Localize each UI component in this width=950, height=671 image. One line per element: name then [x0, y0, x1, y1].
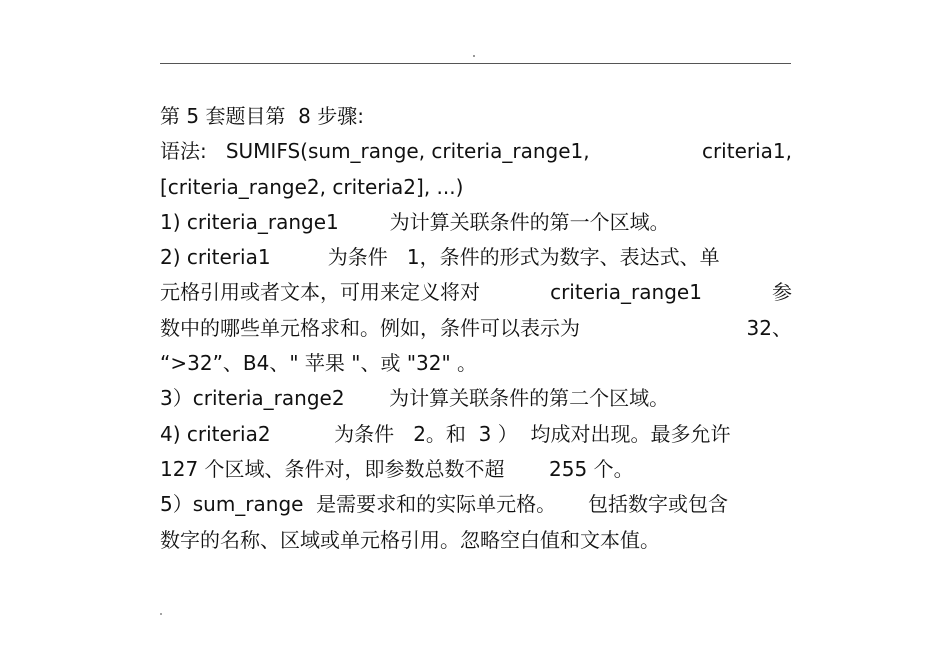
item2-line-3: [160, 311, 792, 346]
item2-line-4: “>32”、B4、" 苹果 "、或 "32" 。: [160, 351, 478, 376]
header-dot: [473, 55, 475, 57]
item3-desc: 为计算关联条件的第二个区域。: [389, 386, 670, 411]
item2-line-2: [160, 275, 792, 310]
item2-line2-end: 参: [772, 280, 792, 305]
item1-desc: 为计算关联条件的第一个区域。: [389, 209, 670, 234]
item1-line: [160, 205, 792, 240]
syntax-function: SUMIFS(sum_range, criteria_range1,: [225, 139, 590, 164]
syntax-arg: criteria1,: [701, 139, 792, 164]
item2-line2-term: criteria_range1: [550, 280, 702, 305]
item3-term: 3）criteria_range2: [160, 386, 345, 411]
item3-line: [160, 381, 792, 416]
step-title: 第 5 套题目第 8 步骤:: [160, 104, 364, 128]
item1-term: 1) criteria_range1: [160, 209, 339, 234]
item4-line-1: 4) criteria2 为条件 2。和 3 ） 均成对出现。最多允许: [160, 421, 731, 446]
footer-dot: [160, 613, 162, 615]
item5-line-2: 数字的名称、区域或单元格引用。忽略空白值和文本值。: [160, 527, 660, 552]
item5-line-1: 5）sum_range 是需要求和的实际单元格。 包括数字或包含: [160, 492, 728, 517]
item2-line2-text: 元格引用或者文本，可用来定义将对: [160, 280, 480, 305]
item4-line-2: 127 个区域、条件对，即参数总数不超 255 个。: [160, 456, 634, 481]
syntax-line-1: [160, 134, 792, 169]
item2-line3-value: 32、: [746, 315, 792, 340]
syntax-label-and-function: [160, 134, 590, 169]
document-body: [160, 99, 792, 558]
item2-line3-text: 数中的哪些单元格求和。例如，条件可以表示为: [160, 315, 580, 340]
syntax-label: 语法:: [160, 139, 207, 164]
header-rule: [160, 63, 791, 64]
item2-line-1: 2) criteria1 为条件 1，条件的形式为数字、表达式、单: [160, 245, 720, 270]
syntax-line-2: [criteria_range2, criteria2], ...): [160, 174, 464, 199]
